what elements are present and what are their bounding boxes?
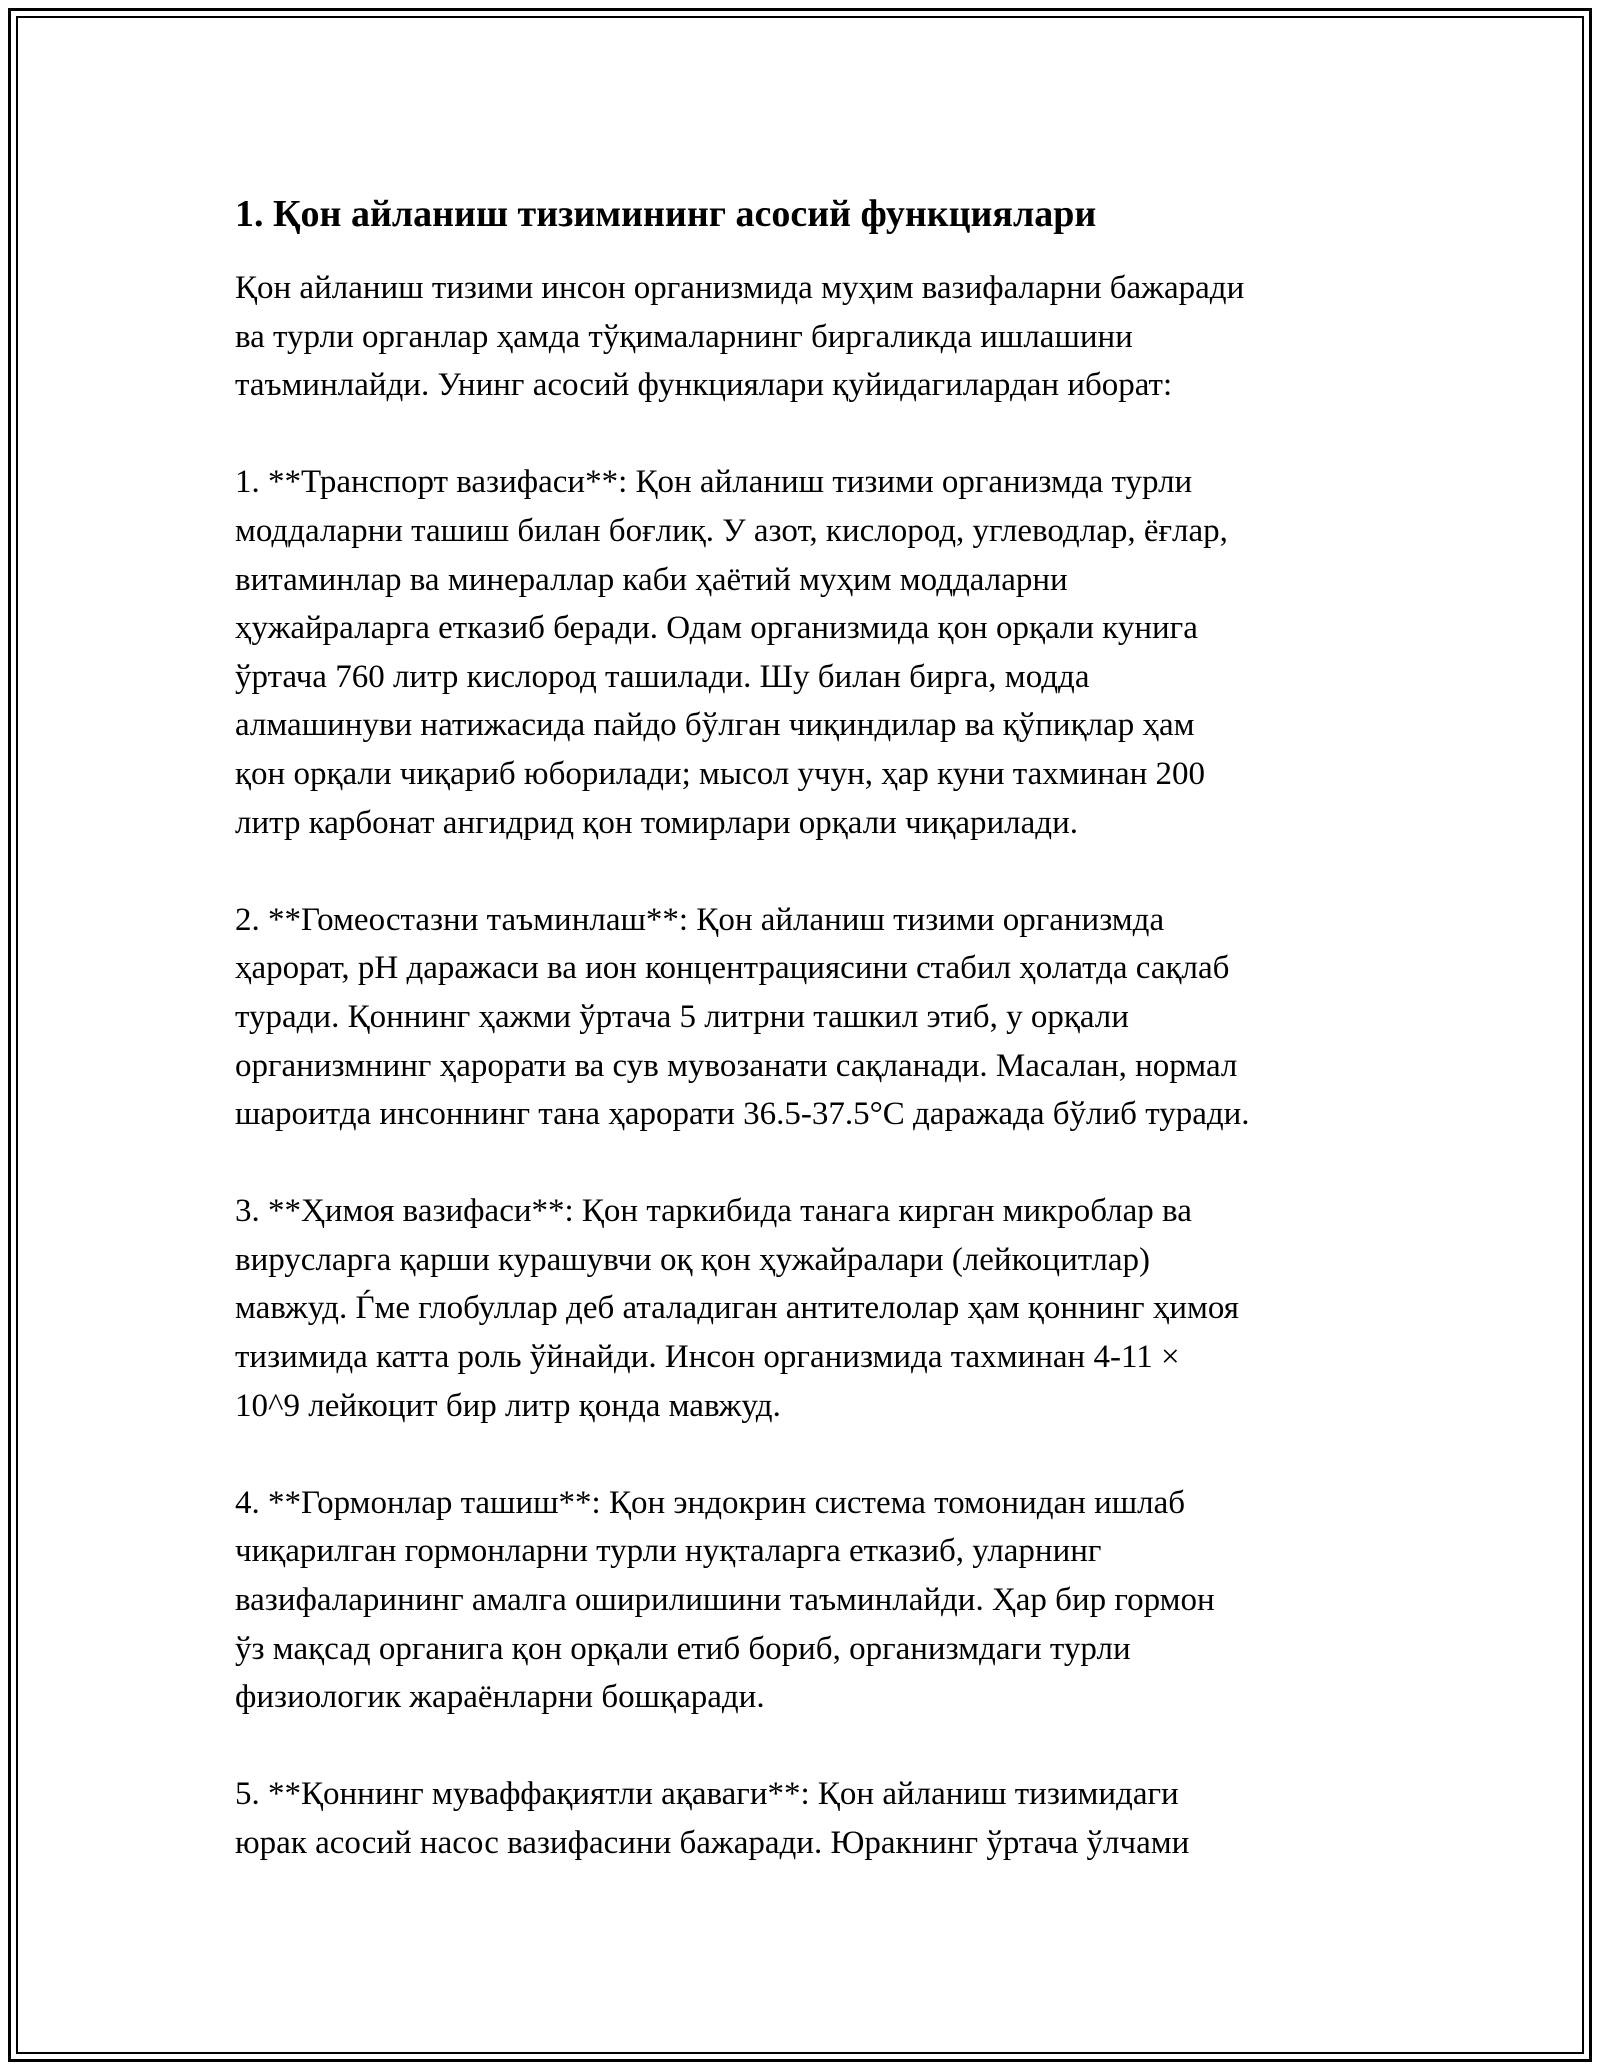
document-body: [235, 190, 1385, 1916]
text-line: моддаларни ташиш билан боғлиқ. У азот, кислород, углеводлар, ёғлар,: [235, 512, 1228, 549]
text-line: мавжуд. Ѓме глобуллар деб аталадиган антителолар ҳам қоннинг ҳимоя: [235, 1290, 1239, 1327]
text-line: алмашинуви натижасида пайдо бўлган чиқиндилар ва қўпиқлар ҳам: [235, 707, 1195, 744]
document-title: 1. Қон айланиш тизимининг асосий функциялари: [235, 193, 1097, 235]
text-line: вирусларга қарши курашувчи оқ қон ҳужайралари (лейкоцитлар): [235, 1241, 1150, 1278]
text-line: ҳарорат, pH даражаси ва ион концентрациясини стабил ҳолатда сақлаб: [235, 950, 1230, 987]
text-line: шароитда инсоннинг тана ҳарорати 36.5-37.5°C даражада бўлиб туради.: [235, 1096, 1250, 1133]
text-line: 5. **Қоннинг муваффақиятли ақаваги**: Қон айланиш тизимидаги: [235, 1776, 1179, 1813]
text-line: юрак асосий насос вазифасини бажаради. Юракнинг ўртача ўлчами: [235, 1825, 1190, 1861]
text-line: 10^9 лейкоцит бир литр қонда мавжуд.: [235, 1387, 781, 1424]
text-line: вазифаларининг амалга оширилишини таъминлайди. Ҳар бир гормон: [235, 1582, 1215, 1619]
text-line: литр карбонат ангидрид қон томирлари орқали чиқарилади.: [235, 804, 1078, 841]
intro-paragraph: [235, 264, 1385, 410]
text-line: қон орқали чиқариб юборилади; мысол учун, ҳар куни тахминан 200: [235, 755, 1206, 792]
text-line: туради. Қоннинг ҳажми ўртача 5 литрни ташкил этиб, у орқали: [235, 998, 1129, 1035]
text-line: ва турли органлар ҳамда тўқималарнинг биргаликда ишлашини: [235, 318, 1133, 355]
text-line: ўз мақсад органига қон орқали етиб бориб, организмдаги турли: [235, 1630, 1131, 1667]
heart-pump-paragraph: [235, 1770, 1385, 1867]
text-line: 4. **Гормонлар ташиш**: Қон эндокрин система томонидан ишлаб: [235, 1484, 1186, 1521]
text-line: тизимида катта роль ўйнайди. Инсон организмида тахминан 4-11 ×: [235, 1339, 1180, 1376]
text-line: организмнинг ҳарорати ва сув мувозанати сақланади. Масалан, нормал: [235, 1047, 1238, 1084]
protection-function-paragraph: [235, 1187, 1385, 1430]
text-line: ўртача 760 литр кислород ташилади. Шу билан бирга, модда: [235, 658, 1090, 695]
homeostasis-paragraph: [235, 896, 1385, 1139]
text-line: ҳужайраларга етказиб беради. Одам организмида қон орқали кунига: [235, 610, 1198, 647]
text-line: физиологик жараёнларни бошқаради.: [235, 1679, 765, 1716]
transport-function-paragraph: [235, 458, 1385, 847]
text-line: витаминлар ва минераллар каби ҳаётий муҳим моддаларни: [235, 561, 1068, 598]
text-line: 3. **Ҳимоя вазифаси**: Қон таркибида танага кирган микроблар ва: [235, 1193, 1192, 1230]
hormone-transport-paragraph: [235, 1479, 1385, 1722]
text-line: Қон айланиш тизими инсон организмида муҳим вазифаларни бажаради: [235, 270, 1245, 306]
text-line: таъминлайди. Унинг асосий функциялари қуйидагилардан иборат:: [235, 367, 1173, 404]
text-line: чиқарилган гормонларни турли нуқталарга етказиб, уларнинг: [235, 1533, 1102, 1570]
text-line: 1. **Транспорт вазифаси**: Қон айланиш тизими организмда турли: [235, 464, 1193, 501]
text-line: 2. **Гомеостазни таъминлаш**: Қон айланиш тизими организмда: [235, 901, 1165, 938]
